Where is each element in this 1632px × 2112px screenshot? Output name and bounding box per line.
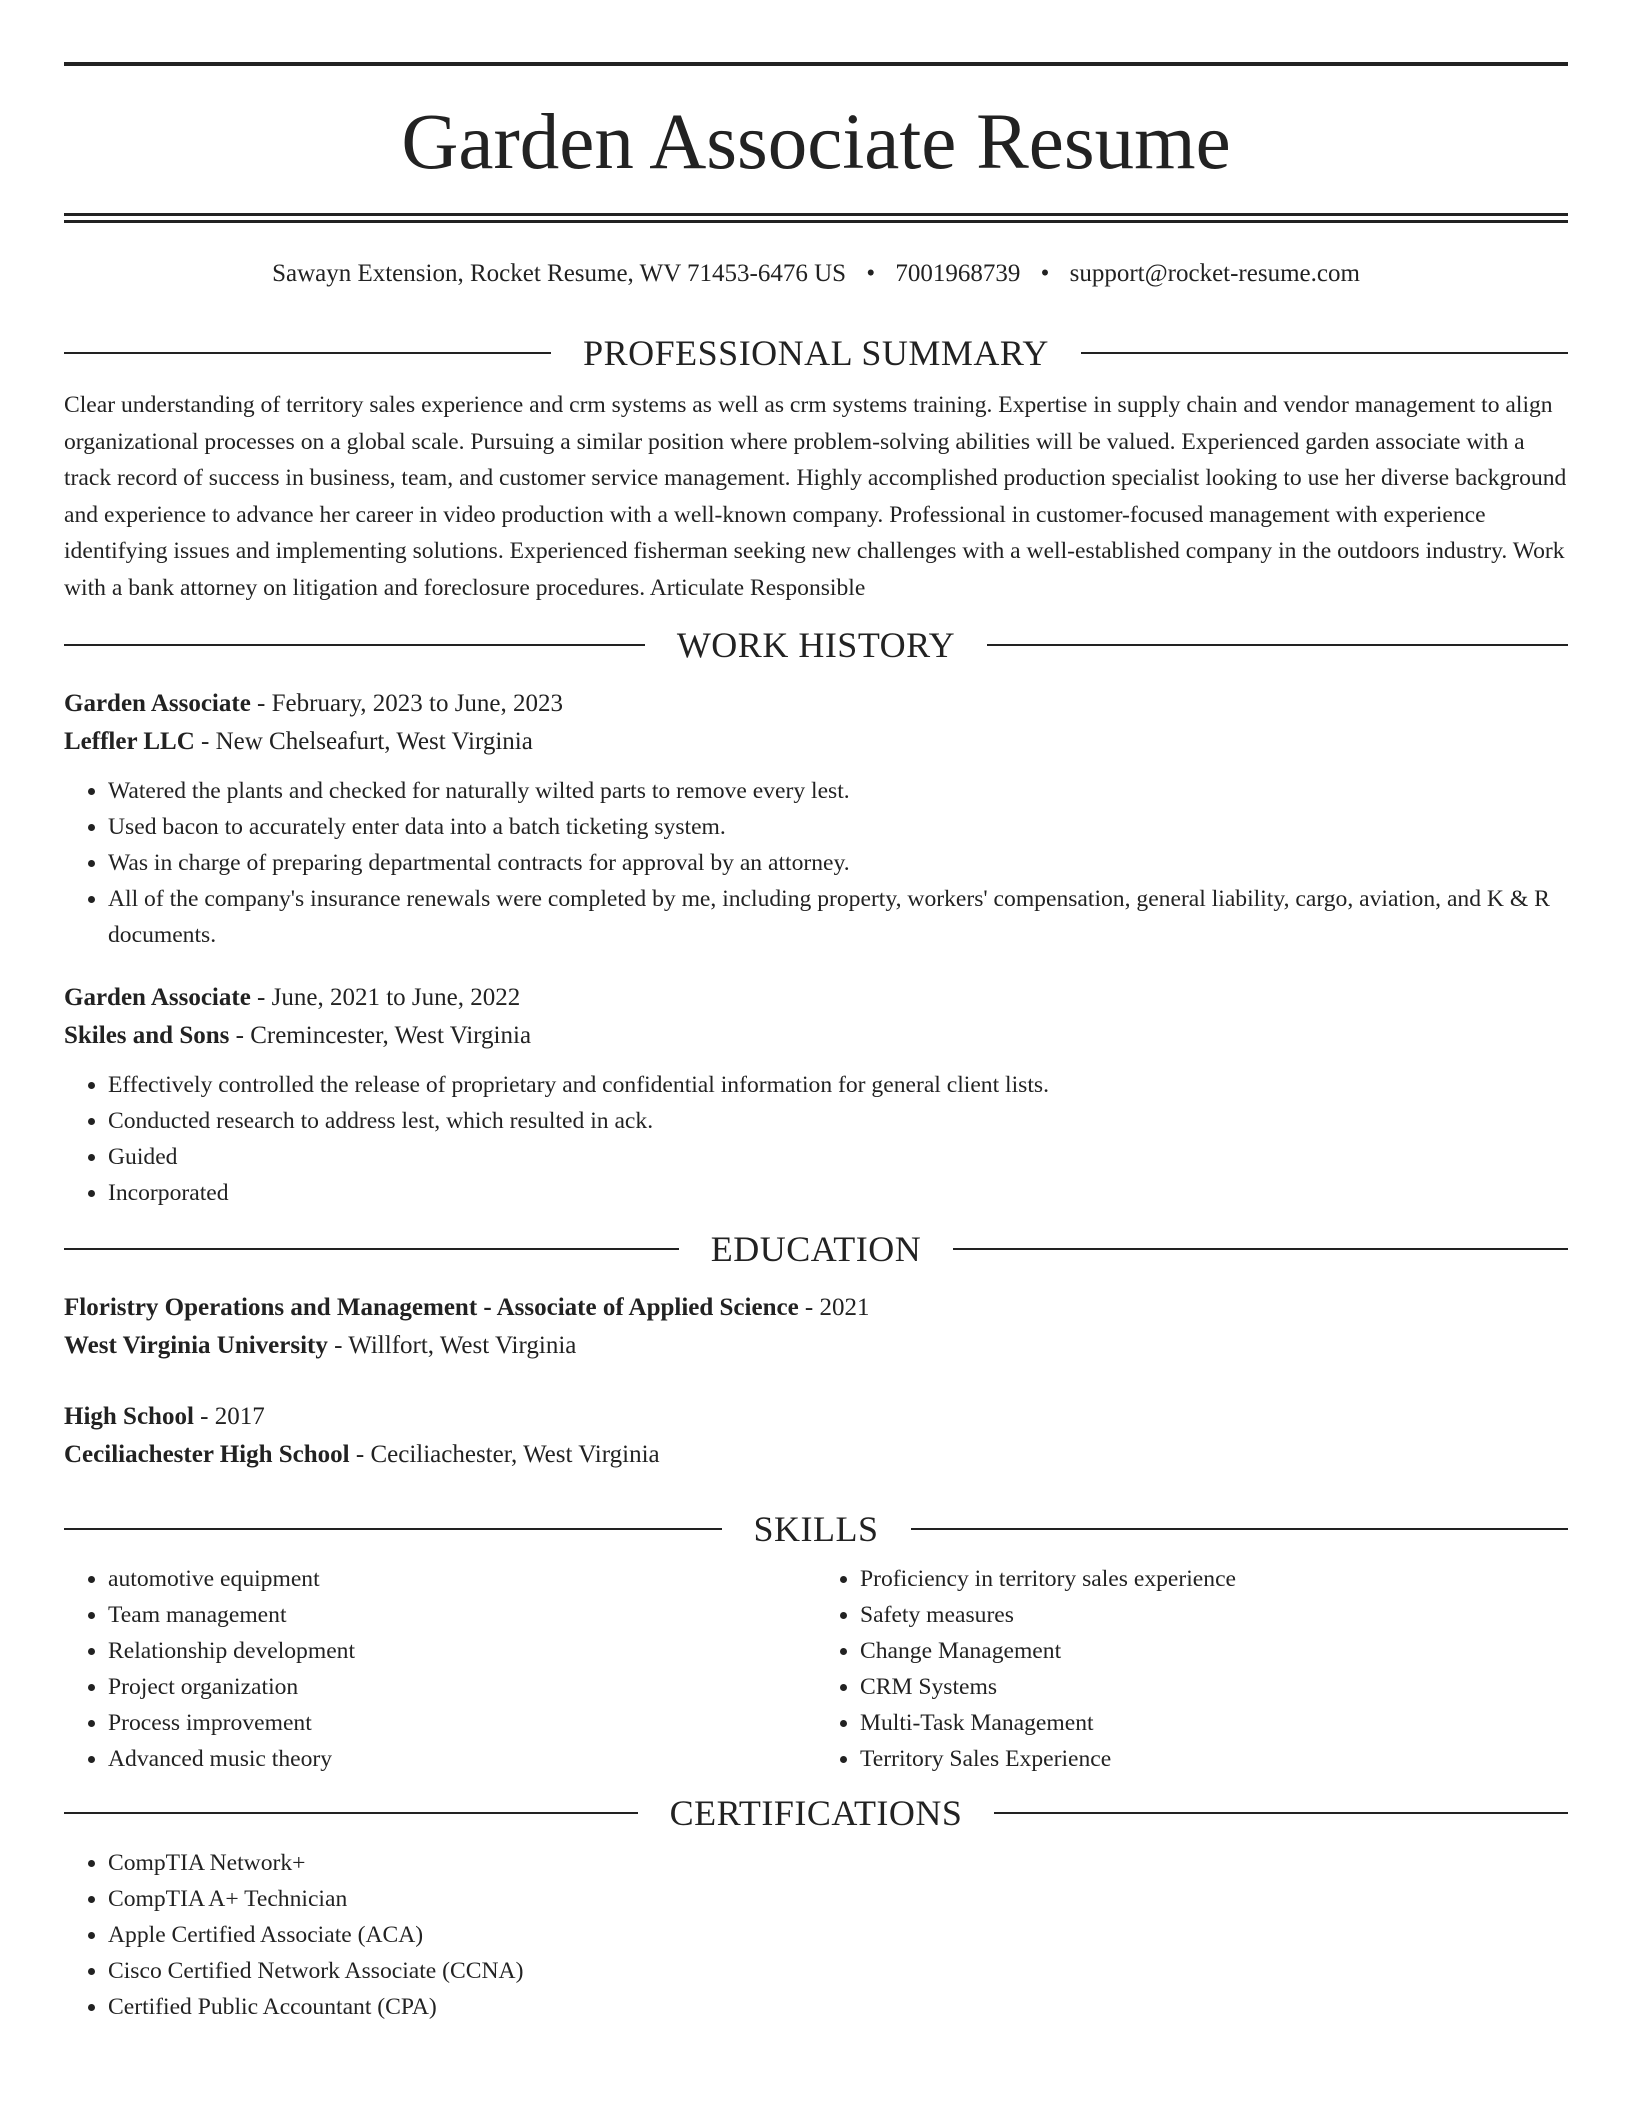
contact-line: [64, 259, 1568, 289]
education-year: - 2021: [798, 1293, 870, 1321]
education-location: - Ceciliachester, West Virginia: [349, 1440, 660, 1468]
summary-text: Clear understanding of territory sales experience and crm systems as well as crm systems training. Expertise in supply chain and vendor management to align organizational processes on a global scale. Pursuing a similar position where problem-solving abilities will be valued. Experienced garden associate with a track record of success in business, team, and customer service management. Highly accomplished production specialist looking to use her diverse background and experience to advance her career in video production with a well-known company. Professional in customer-focused management with experience identifying issues and implementing solutions. Experienced fisherman seeking new challenges with a well-established company in the outdoors industry. Work with a bank attorney on litigation and foreclosure procedures. Articulate Responsible: [64, 392, 1567, 601]
job-bullet-list: [64, 773, 1568, 953]
job-dates: - June, 2021 to June, 2022: [250, 983, 521, 1011]
certification-item: • Cisco Certified Network Associate (CCNA): [108, 1953, 1568, 1989]
title-bottom-double-rule: [64, 213, 1568, 223]
section-rule-right: [1081, 352, 1568, 354]
job-location: - New Chelseafurt, West Virginia: [194, 727, 533, 755]
skill-item: • Change Management: [860, 1633, 1568, 1669]
skills-list-left: [64, 1561, 816, 1777]
skill-item: • Multi-Task Management: [860, 1705, 1568, 1741]
education-school-line: [64, 1327, 1568, 1365]
contact-email: support@rocket-resume.com: [1069, 260, 1360, 287]
contact-address: Sawayn Extension, Rocket Resume, WV 71453-6476 US: [272, 260, 847, 287]
job-title-line: [64, 979, 1568, 1017]
skill-item: • automotive equipment: [108, 1561, 816, 1597]
job-bullet: • All of the company's insurance renewals were completed by me, including property, workers' compensation, general liability, cargo, aviation, and K & R documents.: [108, 881, 1568, 953]
section-rule-right: [911, 1528, 1569, 1530]
job-bullet: • Effectively controlled the release of proprietary and confidential information for general client lists.: [108, 1067, 1568, 1103]
education-school: Ceciliachester High School: [64, 1440, 350, 1468]
education-degree: Floristry Operations and Management - Associate of Applied Science: [64, 1293, 799, 1321]
education-degree-line: [64, 1398, 1568, 1436]
job-entry: [64, 979, 1568, 1211]
section-rule-right: [953, 1248, 1568, 1250]
job-location: - Cremincester, West Virginia: [229, 1021, 532, 1049]
skills-columns: [64, 1561, 1568, 1777]
job-company-line: [64, 1017, 1568, 1055]
skill-item: • CRM Systems: [860, 1669, 1568, 1705]
certification-item: • Apple Certified Associate (ACA): [108, 1917, 1568, 1953]
job-entry: [64, 685, 1568, 953]
job-bullet: • Guided: [108, 1139, 1568, 1175]
contact-separator: •: [1040, 260, 1050, 287]
job-bullet: • Used bacon to accurately enter data into a batch ticketing system.: [108, 809, 1568, 845]
skill-item: • Project organization: [108, 1669, 816, 1705]
job-dates: - February, 2023 to June, 2023: [250, 689, 564, 717]
section-title-work: WORK HISTORY: [676, 624, 956, 665]
section-header-skills: [64, 1507, 1568, 1551]
section-title-education: EDUCATION: [710, 1228, 922, 1269]
job-bullet-list: [64, 1067, 1568, 1211]
education-degree: High School: [64, 1402, 194, 1430]
section-title-certifications: CERTIFICATIONS: [669, 1792, 963, 1833]
section-rule-left: [64, 1812, 638, 1814]
education-degree-line: [64, 1289, 1568, 1327]
education-school-line: [64, 1436, 1568, 1474]
education-entry: [64, 1398, 1568, 1474]
section-header-summary: [64, 331, 1568, 375]
skill-item: • Team management: [108, 1597, 816, 1633]
resume-title: Garden Associate Resume: [401, 99, 1231, 186]
education-year: - 2017: [193, 1402, 265, 1430]
job-bullet: • Conducted research to address lest, which resulted in ack.: [108, 1103, 1568, 1139]
skill-item: • Territory Sales Experience: [860, 1741, 1568, 1777]
certification-item: • CompTIA Network+: [108, 1845, 1568, 1881]
education-location: - Willfort, West Virginia: [327, 1331, 577, 1359]
education-entry: [64, 1289, 1568, 1365]
certification-item: • CompTIA A+ Technician: [108, 1881, 1568, 1917]
section-header-work: [64, 623, 1568, 667]
skill-item: • Process improvement: [108, 1705, 816, 1741]
education-school: West Virginia University: [64, 1331, 328, 1359]
certification-item: • Certified Public Accountant (CPA): [108, 1989, 1568, 2025]
section-rule-left: [64, 1248, 679, 1250]
job-company-line: [64, 723, 1568, 761]
job-title: Garden Associate: [64, 983, 251, 1011]
section-rule-right: [994, 1812, 1568, 1814]
job-title: Garden Associate: [64, 689, 251, 717]
title-block: [64, 0, 1568, 223]
section-title-skills: SKILLS: [753, 1508, 879, 1549]
skill-item: • Safety measures: [860, 1597, 1568, 1633]
section-rule-left: [64, 352, 551, 354]
skill-item: • Proficiency in territory sales experience: [860, 1561, 1568, 1597]
section-title-summary: PROFESSIONAL SUMMARY: [583, 333, 1049, 373]
section-rule-left: [64, 1528, 722, 1530]
section-header-certifications: [64, 1791, 1568, 1835]
section-rule-right: [987, 644, 1568, 646]
certifications-list: [64, 1845, 1568, 2025]
job-company: Skiles and Sons: [64, 1021, 230, 1049]
job-bullet: • Watered the plants and checked for naturally wilted parts to remove every lest.: [108, 773, 1568, 809]
job-bullet: • Was in charge of preparing departmental contracts for approval by an attorney.: [108, 845, 1568, 881]
section-header-education: [64, 1227, 1568, 1271]
skill-item: • Advanced music theory: [108, 1741, 816, 1777]
contact-phone: 7001968739: [895, 260, 1021, 287]
skills-list-right: [816, 1561, 1568, 1777]
section-rule-left: [64, 644, 645, 646]
contact-separator: •: [866, 260, 876, 287]
job-bullet: • Incorporated: [108, 1175, 1568, 1211]
job-title-line: [64, 685, 1568, 723]
skill-item: • Relationship development: [108, 1633, 816, 1669]
job-company: Leffler LLC: [64, 727, 195, 755]
